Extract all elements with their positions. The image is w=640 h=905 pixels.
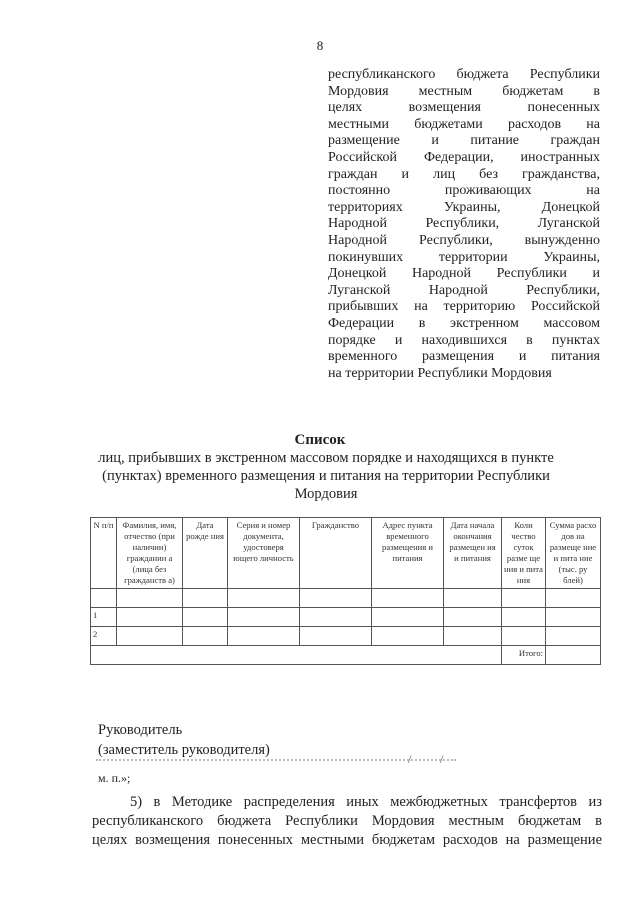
table-cell [300,608,372,627]
subtitle-line: Мордовия [294,486,358,502]
table-cell [372,589,444,608]
signature-slash: / [440,752,444,766]
appendix-line: Луганской Народной Республики, [328,282,600,298]
paragraph-line: республиканского бюджета Республики Мордовия местным бюджетам в [92,813,602,829]
appendix-line: постоянно проживающих на [328,183,600,199]
appendix-line: прибывших на территорию Российской [328,299,600,315]
table-cell [502,627,546,646]
signature-title: Руководитель [98,722,183,738]
appendix-line: Народной Республики, Луганской [328,216,600,232]
header-cell: Серия и номер документа, удостоверя ющего личность [228,518,300,589]
document-title: Список [294,432,346,448]
table-cell: 2 [91,627,117,646]
signature-line [96,759,456,763]
header-cell: Коли чество суток разме ще ния и пита ния [502,518,546,589]
total-label: Итого: [502,646,546,665]
header-cell: Фамилия, имя, отчество (при наличии) гражданин а (лица без гражданств а) [117,518,183,589]
appendix-line: Мордовия местным бюджетам в [328,83,600,99]
table-row [91,608,601,627]
appendix-line: Донецкой Народной Республики и [328,266,600,282]
table-cell: 1 [91,608,117,627]
page-number: 8 [316,38,324,53]
signature-slash: / [408,752,412,766]
table-cell [372,627,444,646]
table-cell [546,608,601,627]
persons-table [90,517,601,665]
table-cell [117,589,183,608]
header-cell: Сумма расхо дов на размеще ние и пита ние (тыс. ру блей) [546,518,601,589]
body-paragraph [92,793,602,850]
appendix-line: на территории Республики Мордовия [328,365,552,381]
table-header-row [91,518,601,589]
appendix-line: порядке и находившихся в пунктах [328,332,600,348]
table-cell [91,589,117,608]
appendix-heading [328,67,600,382]
header-cell: Адрес пункта временного размещения и питания [372,518,444,589]
paragraph-line: целях возмещения понесенных местными бюджетам расходов на размещение [92,832,602,848]
appendix-line: временного размещения и питания [328,349,600,365]
appendix-line: местными бюджетами расходов на [328,116,600,132]
table-row [91,589,601,608]
table-cell [300,589,372,608]
signature-block [98,720,270,760]
appendix-line: граждан и лиц без гражданства, [328,166,600,182]
table-cell [91,646,502,665]
table-cell [117,608,183,627]
paragraph-line: 5) в Методике распределения иных межбюджетных трансфертов из [130,794,602,810]
table-cell [502,608,546,627]
total-value [546,646,601,665]
table-cell [300,627,372,646]
table-cell [444,608,502,627]
table-cell [183,608,228,627]
table-cell [444,627,502,646]
appendix-line: Федерации в экстренном массовом [328,315,600,331]
header-cell: Дата рожде ния [183,518,228,589]
appendix-line: покинувших территории Украины, [328,249,600,265]
appendix-line: Народной Республики, вынужденно [328,232,600,248]
table-row [91,627,601,646]
header-cell: Дата начала окончания размещен ия и питания [444,518,502,589]
appendix-line: республиканского бюджета Республики [328,67,600,82]
table-cell [117,627,183,646]
table-cell [228,608,300,627]
document-subtitle [96,449,556,503]
signature-subtitle: (заместитель руководителя) [98,742,270,758]
appendix-line: Российской Федерации, иностранных [328,149,600,165]
stamp-place: м. п.»; [98,771,131,785]
header-cell: N п/п [91,518,117,589]
table-cell [546,589,601,608]
appendix-line: размещение и питание граждан [328,133,600,149]
table-cell [444,589,502,608]
appendix-line: территориях Украины, Донецкой [328,199,600,215]
table-cell [546,627,601,646]
table-cell [228,627,300,646]
subtitle-line: (пунктах) временного размещения и питания на территории Республики [102,468,550,484]
table-cell [502,589,546,608]
appendix-line: целях возмещения понесенных [328,100,600,116]
table-cell [183,627,228,646]
table-cell [372,608,444,627]
table-cell [228,589,300,608]
subtitle-line: лиц, прибывших в экстренном массовом порядке и находящихся в пункте [98,450,554,466]
header-cell: Гражданство [300,518,372,589]
table-cell [183,589,228,608]
table-total-row [91,646,601,665]
